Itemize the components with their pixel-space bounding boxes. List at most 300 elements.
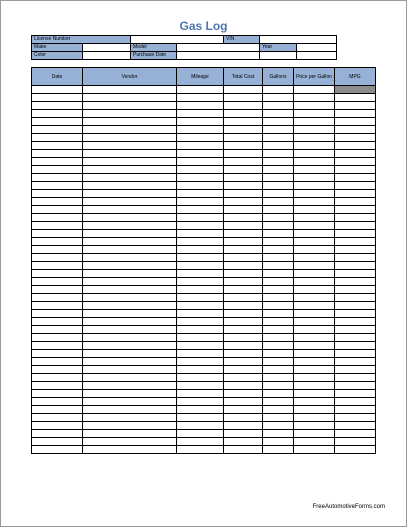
log-entry-cell[interactable] [32, 286, 83, 294]
log-entry-cell[interactable] [294, 222, 335, 230]
log-entry-cell[interactable] [32, 438, 83, 446]
log-entry-cell[interactable] [83, 110, 177, 118]
log-entry-cell[interactable] [83, 446, 177, 454]
log-entry-cell[interactable] [335, 158, 376, 166]
log-entry-cell[interactable] [294, 438, 335, 446]
log-entry-cell[interactable] [224, 150, 263, 158]
log-entry-cell[interactable] [177, 414, 224, 422]
log-entry-cell[interactable] [263, 126, 294, 134]
log-entry-cell[interactable] [335, 126, 376, 134]
log-entry-cell[interactable] [294, 406, 335, 414]
log-entry-cell[interactable] [83, 222, 177, 230]
log-entry-cell[interactable] [224, 94, 263, 102]
log-entry-cell[interactable] [32, 254, 83, 262]
log-entry-cell[interactable] [335, 446, 376, 454]
log-entry-cell[interactable] [224, 366, 263, 374]
log-entry-cell[interactable] [32, 230, 83, 238]
log-entry-cell[interactable] [335, 262, 376, 270]
log-entry-cell[interactable] [294, 342, 335, 350]
log-entry-cell[interactable] [294, 334, 335, 342]
log-entry-cell[interactable] [263, 422, 294, 430]
log-entry-cell[interactable] [263, 414, 294, 422]
log-entry-cell[interactable] [224, 230, 263, 238]
log-entry-cell[interactable] [294, 198, 335, 206]
log-entry-cell[interactable] [335, 326, 376, 334]
log-entry-cell[interactable] [83, 86, 177, 94]
log-entry-cell[interactable] [83, 350, 177, 358]
log-entry-cell[interactable] [32, 110, 83, 118]
log-entry-cell[interactable] [83, 238, 177, 246]
log-entry-cell[interactable] [335, 214, 376, 222]
log-entry-cell[interactable] [224, 390, 263, 398]
log-entry-cell[interactable] [83, 198, 177, 206]
log-entry-cell[interactable] [83, 94, 177, 102]
log-entry-cell[interactable] [177, 390, 224, 398]
log-entry-cell[interactable] [224, 142, 263, 150]
log-entry-cell[interactable] [263, 350, 294, 358]
log-entry-cell[interactable] [335, 270, 376, 278]
log-entry-cell[interactable] [32, 430, 83, 438]
log-entry-cell[interactable] [224, 110, 263, 118]
log-entry-cell[interactable] [335, 438, 376, 446]
log-entry-cell[interactable] [335, 110, 376, 118]
log-entry-cell[interactable] [294, 310, 335, 318]
log-entry-cell[interactable] [177, 86, 224, 94]
log-entry-cell[interactable] [335, 238, 376, 246]
log-entry-cell[interactable] [294, 302, 335, 310]
log-entry-cell[interactable] [224, 326, 263, 334]
log-entry-cell[interactable] [263, 166, 294, 174]
log-entry-cell[interactable] [335, 430, 376, 438]
log-entry-cell[interactable] [177, 294, 224, 302]
log-entry-cell[interactable] [224, 334, 263, 342]
log-entry-cell[interactable] [83, 286, 177, 294]
log-entry-cell[interactable] [177, 398, 224, 406]
log-entry-cell[interactable] [83, 342, 177, 350]
log-entry-cell[interactable] [335, 334, 376, 342]
log-entry-cell[interactable] [83, 310, 177, 318]
log-entry-cell[interactable] [177, 94, 224, 102]
log-entry-cell[interactable] [294, 366, 335, 374]
log-entry-cell[interactable] [335, 206, 376, 214]
log-entry-cell[interactable] [177, 102, 224, 110]
log-entry-cell[interactable] [263, 222, 294, 230]
log-entry-cell[interactable] [263, 86, 294, 94]
log-entry-cell[interactable] [294, 254, 335, 262]
log-entry-cell[interactable] [263, 230, 294, 238]
log-entry-cell[interactable] [294, 430, 335, 438]
log-entry-cell[interactable] [294, 262, 335, 270]
log-entry-cell[interactable] [224, 166, 263, 174]
log-entry-cell[interactable] [177, 350, 224, 358]
log-entry-cell[interactable] [177, 174, 224, 182]
log-entry-cell[interactable] [32, 342, 83, 350]
log-entry-cell[interactable] [177, 262, 224, 270]
purchase-date-field[interactable] [177, 52, 260, 60]
vin-field[interactable] [260, 36, 337, 44]
log-entry-cell[interactable] [32, 262, 83, 270]
log-entry-cell[interactable] [294, 286, 335, 294]
log-entry-cell[interactable] [83, 294, 177, 302]
log-entry-cell[interactable] [83, 358, 177, 366]
log-entry-cell[interactable] [83, 262, 177, 270]
log-entry-cell[interactable] [32, 390, 83, 398]
log-entry-cell[interactable] [83, 254, 177, 262]
log-entry-cell[interactable] [294, 238, 335, 246]
log-entry-cell[interactable] [32, 318, 83, 326]
log-entry-cell[interactable] [263, 438, 294, 446]
log-entry-cell[interactable] [83, 190, 177, 198]
log-entry-cell[interactable] [335, 422, 376, 430]
log-entry-cell[interactable] [224, 302, 263, 310]
log-entry-cell[interactable] [177, 302, 224, 310]
log-entry-cell[interactable] [224, 430, 263, 438]
log-entry-cell[interactable] [32, 414, 83, 422]
log-entry-cell[interactable] [83, 126, 177, 134]
log-entry-cell[interactable] [294, 158, 335, 166]
log-entry-cell[interactable] [32, 174, 83, 182]
log-entry-cell[interactable] [224, 342, 263, 350]
log-entry-cell[interactable] [177, 110, 224, 118]
log-entry-cell[interactable] [263, 406, 294, 414]
log-entry-cell[interactable] [32, 214, 83, 222]
log-entry-cell[interactable] [32, 310, 83, 318]
log-entry-cell[interactable] [263, 198, 294, 206]
log-entry-cell[interactable] [263, 134, 294, 142]
log-entry-cell[interactable] [263, 382, 294, 390]
log-entry-cell[interactable] [335, 366, 376, 374]
log-entry-cell[interactable] [335, 398, 376, 406]
log-entry-cell[interactable] [224, 198, 263, 206]
log-entry-cell[interactable] [32, 198, 83, 206]
log-entry-cell[interactable] [294, 86, 335, 94]
log-entry-cell[interactable] [83, 214, 177, 222]
log-entry-cell[interactable] [32, 366, 83, 374]
log-entry-cell[interactable] [177, 126, 224, 134]
log-entry-cell[interactable] [335, 382, 376, 390]
log-entry-cell[interactable] [294, 110, 335, 118]
log-entry-cell[interactable] [263, 174, 294, 182]
log-entry-cell[interactable] [177, 366, 224, 374]
log-entry-cell[interactable] [335, 374, 376, 382]
log-entry-cell[interactable] [335, 182, 376, 190]
log-entry-cell[interactable] [224, 374, 263, 382]
log-entry-cell[interactable] [224, 382, 263, 390]
log-entry-cell[interactable] [335, 94, 376, 102]
log-entry-cell[interactable] [263, 326, 294, 334]
log-entry-cell[interactable] [335, 302, 376, 310]
log-entry-cell[interactable] [263, 398, 294, 406]
log-entry-cell[interactable] [224, 286, 263, 294]
log-entry-cell[interactable] [32, 142, 83, 150]
log-entry-cell[interactable] [177, 142, 224, 150]
log-entry-cell[interactable] [294, 358, 335, 366]
log-entry-cell[interactable] [294, 350, 335, 358]
log-entry-cell[interactable] [32, 118, 83, 126]
log-entry-cell[interactable] [335, 134, 376, 142]
log-entry-cell[interactable] [263, 238, 294, 246]
log-entry-cell[interactable] [263, 270, 294, 278]
log-entry-cell[interactable] [177, 206, 224, 214]
log-entry-cell[interactable] [32, 222, 83, 230]
log-entry-cell[interactable] [263, 334, 294, 342]
log-entry-cell[interactable] [224, 158, 263, 166]
log-entry-cell[interactable] [83, 414, 177, 422]
log-entry-cell[interactable] [335, 190, 376, 198]
log-entry-cell[interactable] [263, 286, 294, 294]
log-entry-cell[interactable] [32, 374, 83, 382]
log-entry-cell[interactable] [32, 278, 83, 286]
log-entry-cell[interactable] [32, 398, 83, 406]
log-entry-cell[interactable] [177, 446, 224, 454]
log-entry-cell[interactable] [263, 110, 294, 118]
log-entry-cell[interactable] [177, 134, 224, 142]
log-entry-cell[interactable] [32, 334, 83, 342]
log-entry-cell[interactable] [83, 174, 177, 182]
log-entry-cell[interactable] [224, 414, 263, 422]
log-entry-cell[interactable] [177, 326, 224, 334]
log-entry-cell[interactable] [83, 102, 177, 110]
log-entry-cell[interactable] [224, 238, 263, 246]
log-entry-cell[interactable] [224, 398, 263, 406]
log-entry-cell[interactable] [335, 278, 376, 286]
log-entry-cell[interactable] [294, 150, 335, 158]
log-entry-cell[interactable] [32, 350, 83, 358]
log-entry-cell[interactable] [263, 390, 294, 398]
color-field[interactable] [83, 52, 131, 60]
log-entry-cell[interactable] [335, 222, 376, 230]
log-entry-cell[interactable] [177, 150, 224, 158]
log-entry-cell[interactable] [335, 254, 376, 262]
log-entry-cell[interactable] [177, 286, 224, 294]
log-entry-cell[interactable] [83, 206, 177, 214]
log-entry-cell[interactable] [263, 358, 294, 366]
log-entry-cell[interactable] [335, 350, 376, 358]
log-entry-cell[interactable] [263, 190, 294, 198]
log-entry-cell[interactable] [224, 350, 263, 358]
log-entry-cell[interactable] [32, 302, 83, 310]
log-entry-cell[interactable] [224, 126, 263, 134]
log-entry-cell[interactable] [263, 342, 294, 350]
log-entry-cell[interactable] [294, 246, 335, 254]
log-entry-cell[interactable] [294, 414, 335, 422]
log-entry-cell[interactable] [32, 246, 83, 254]
log-entry-cell[interactable] [263, 294, 294, 302]
log-entry-cell[interactable] [177, 230, 224, 238]
log-entry-cell[interactable] [294, 294, 335, 302]
log-entry-cell[interactable] [294, 318, 335, 326]
log-entry-cell[interactable] [294, 422, 335, 430]
log-entry-cell[interactable] [224, 270, 263, 278]
log-entry-cell[interactable] [32, 134, 83, 142]
log-entry-cell[interactable] [177, 190, 224, 198]
log-entry-cell[interactable] [294, 230, 335, 238]
log-entry-cell[interactable] [263, 446, 294, 454]
log-entry-cell[interactable] [32, 358, 83, 366]
log-entry-cell[interactable] [83, 382, 177, 390]
log-entry-cell[interactable] [294, 390, 335, 398]
log-entry-cell[interactable] [83, 398, 177, 406]
log-entry-cell[interactable] [294, 278, 335, 286]
log-entry-cell[interactable] [263, 310, 294, 318]
log-entry-cell[interactable] [32, 166, 83, 174]
log-entry-cell[interactable] [83, 278, 177, 286]
license-number-field[interactable] [131, 36, 224, 44]
log-entry-cell[interactable] [294, 190, 335, 198]
log-entry-cell[interactable] [294, 182, 335, 190]
log-entry-cell[interactable] [83, 150, 177, 158]
log-entry-cell[interactable] [335, 230, 376, 238]
log-entry-cell[interactable] [177, 406, 224, 414]
log-entry-cell[interactable] [177, 438, 224, 446]
year-field[interactable] [297, 44, 337, 52]
log-entry-cell[interactable] [335, 246, 376, 254]
log-entry-cell[interactable] [224, 174, 263, 182]
log-entry-cell[interactable] [32, 270, 83, 278]
log-entry-cell[interactable] [177, 278, 224, 286]
log-entry-cell[interactable] [83, 302, 177, 310]
log-entry-cell[interactable] [32, 94, 83, 102]
log-entry-cell[interactable] [335, 342, 376, 350]
log-entry-cell[interactable] [177, 246, 224, 254]
log-entry-cell[interactable] [335, 294, 376, 302]
log-entry-cell[interactable] [224, 214, 263, 222]
log-entry-cell[interactable] [177, 382, 224, 390]
log-entry-cell[interactable] [224, 446, 263, 454]
log-entry-cell[interactable] [224, 206, 263, 214]
log-entry-cell[interactable] [224, 278, 263, 286]
log-entry-cell[interactable] [224, 438, 263, 446]
log-entry-cell[interactable] [177, 318, 224, 326]
log-entry-cell[interactable] [177, 166, 224, 174]
log-entry-cell[interactable] [263, 214, 294, 222]
log-entry-cell[interactable] [224, 422, 263, 430]
log-entry-cell[interactable] [335, 358, 376, 366]
log-entry-cell[interactable] [294, 398, 335, 406]
log-entry-cell[interactable] [177, 342, 224, 350]
log-entry-cell[interactable] [263, 150, 294, 158]
log-entry-cell[interactable] [335, 174, 376, 182]
log-entry-cell[interactable] [83, 118, 177, 126]
log-entry-cell[interactable] [83, 158, 177, 166]
log-entry-cell[interactable] [224, 190, 263, 198]
log-entry-cell[interactable] [335, 318, 376, 326]
log-entry-cell[interactable] [83, 142, 177, 150]
log-entry-cell[interactable] [335, 406, 376, 414]
log-entry-cell[interactable] [83, 134, 177, 142]
log-entry-cell[interactable] [83, 406, 177, 414]
log-entry-cell[interactable] [32, 182, 83, 190]
log-entry-cell[interactable] [294, 126, 335, 134]
log-entry-cell[interactable] [294, 206, 335, 214]
log-entry-cell[interactable] [263, 158, 294, 166]
log-entry-cell[interactable] [32, 206, 83, 214]
log-entry-cell[interactable] [83, 166, 177, 174]
log-entry-cell[interactable] [335, 310, 376, 318]
log-entry-cell[interactable] [263, 246, 294, 254]
log-entry-cell[interactable] [83, 390, 177, 398]
log-entry-cell[interactable] [83, 422, 177, 430]
log-entry-cell[interactable] [263, 374, 294, 382]
log-entry-cell[interactable] [83, 366, 177, 374]
log-entry-cell[interactable] [263, 302, 294, 310]
log-entry-cell[interactable] [294, 374, 335, 382]
log-entry-cell[interactable] [335, 198, 376, 206]
log-entry-cell[interactable] [83, 334, 177, 342]
log-entry-cell[interactable] [32, 150, 83, 158]
log-entry-cell[interactable] [32, 158, 83, 166]
log-entry-cell[interactable] [263, 278, 294, 286]
log-entry-cell[interactable] [263, 318, 294, 326]
log-entry-cell[interactable] [177, 182, 224, 190]
log-entry-cell[interactable] [32, 126, 83, 134]
log-entry-cell[interactable] [263, 254, 294, 262]
log-entry-cell[interactable] [224, 318, 263, 326]
log-entry-cell[interactable] [83, 230, 177, 238]
log-entry-cell[interactable] [177, 310, 224, 318]
log-entry-cell[interactable] [224, 246, 263, 254]
make-field[interactable] [83, 44, 131, 52]
log-entry-cell[interactable] [335, 102, 376, 110]
log-entry-cell[interactable] [177, 254, 224, 262]
log-entry-cell[interactable] [335, 118, 376, 126]
log-entry-cell[interactable] [335, 390, 376, 398]
log-entry-cell[interactable] [263, 142, 294, 150]
log-entry-cell[interactable] [224, 262, 263, 270]
log-entry-cell[interactable] [263, 262, 294, 270]
log-entry-cell[interactable] [224, 294, 263, 302]
log-entry-cell[interactable] [177, 358, 224, 366]
log-entry-cell[interactable] [263, 430, 294, 438]
log-entry-cell[interactable] [335, 150, 376, 158]
log-entry-cell[interactable] [177, 222, 224, 230]
log-entry-cell[interactable] [263, 206, 294, 214]
log-entry-cell[interactable] [224, 86, 263, 94]
log-entry-cell[interactable] [263, 182, 294, 190]
log-entry-cell[interactable] [335, 142, 376, 150]
log-entry-cell[interactable] [32, 406, 83, 414]
log-entry-cell[interactable] [294, 214, 335, 222]
log-entry-cell[interactable] [224, 254, 263, 262]
log-entry-cell[interactable] [224, 310, 263, 318]
log-entry-cell[interactable] [294, 326, 335, 334]
log-entry-cell[interactable] [263, 94, 294, 102]
log-entry-cell[interactable] [294, 382, 335, 390]
log-entry-cell[interactable] [177, 118, 224, 126]
log-entry-cell[interactable] [263, 118, 294, 126]
log-entry-cell[interactable] [224, 222, 263, 230]
log-entry-cell[interactable] [224, 102, 263, 110]
log-entry-cell[interactable] [177, 430, 224, 438]
log-entry-cell[interactable] [177, 198, 224, 206]
log-entry-cell[interactable] [177, 158, 224, 166]
log-entry-cell[interactable] [294, 174, 335, 182]
log-entry-cell[interactable] [294, 94, 335, 102]
log-entry-cell[interactable] [224, 182, 263, 190]
log-entry-cell[interactable] [32, 102, 83, 110]
log-entry-cell[interactable] [224, 134, 263, 142]
log-entry-cell[interactable] [263, 102, 294, 110]
model-field[interactable] [177, 44, 260, 52]
log-entry-cell[interactable] [294, 118, 335, 126]
log-entry-cell[interactable] [294, 142, 335, 150]
log-entry-cell[interactable] [224, 358, 263, 366]
log-entry-cell[interactable] [177, 214, 224, 222]
log-entry-cell[interactable] [32, 86, 83, 94]
log-entry-cell[interactable] [263, 366, 294, 374]
log-entry-cell[interactable] [32, 382, 83, 390]
log-entry-cell[interactable] [294, 270, 335, 278]
